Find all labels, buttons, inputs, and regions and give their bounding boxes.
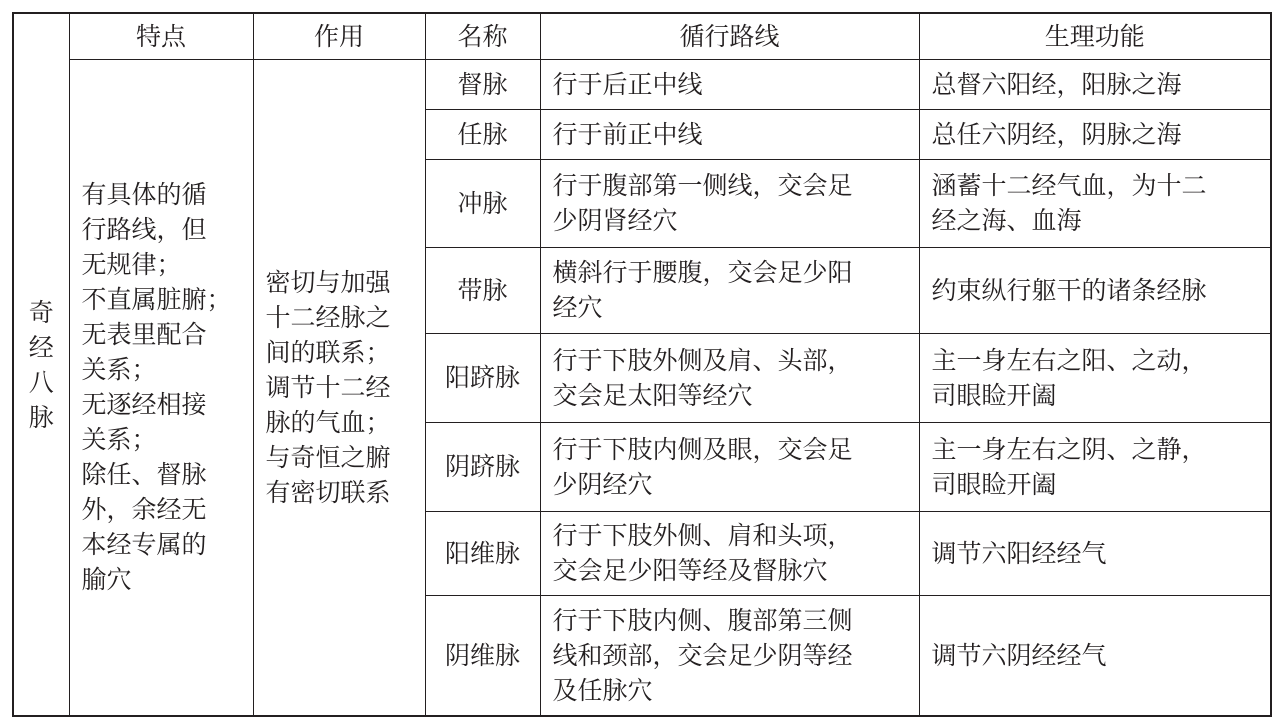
physiology-cell: 涵蓄十二经气血，为十二 经之海、血海 (919, 159, 1271, 247)
function-cell: 密切与加强 十二经脉之 间的联系； 调节十二经 脉的气血； 与奇恒之腑 有密切联系 (253, 59, 425, 716)
physiology-cell: 约束纵行躯干的诸条经脉 (919, 247, 1271, 333)
meridian-name: 带脉 (425, 247, 540, 333)
features-cell: 有具体的循 行路线，但 无规律； 不直属脏腑； 无表里配合 关系； 无逐经相接 关系； 除任、督脉 外，余经无 本经专属的 腧穴 (69, 59, 253, 716)
route-cell: 行于腹部第一侧线，交会足 少阴肾经穴 (540, 159, 919, 247)
physiology-cell: 主一身左右之阳、之动， 司眼睑开阖 (919, 333, 1271, 422)
route-cell: 行于下肢内侧及眼，交会足 少阴经穴 (540, 422, 919, 511)
physiology-cell: 主一身左右之阴、之静， 司眼睑开阖 (919, 422, 1271, 511)
route-cell: 横斜行于腰腹，交会足少阳 经穴 (540, 247, 919, 333)
header-physiology: 生理功能 (919, 13, 1271, 59)
route-cell: 行于下肢外侧及肩、头部， 交会足太阳等经穴 (540, 333, 919, 422)
meridian-name: 任脉 (425, 109, 540, 159)
physiology-cell: 调节六阴经经气 (919, 595, 1271, 716)
table-row (13, 59, 1271, 109)
route-cell: 行于后正中线 (540, 59, 919, 109)
header-name: 名称 (425, 13, 540, 59)
physiology-cell: 调节六阳经经气 (919, 511, 1271, 595)
meridian-name: 阳跻脉 (425, 333, 540, 422)
header-route: 循行路线 (540, 13, 919, 59)
extra-meridians-table (12, 12, 1272, 717)
group-label-char: 经 (28, 332, 54, 362)
group-label-cell (13, 13, 69, 716)
header-function: 作用 (253, 13, 425, 59)
group-label-char: 奇 (28, 297, 54, 327)
route-cell: 行于前正中线 (540, 109, 919, 159)
meridian-name: 阴跻脉 (425, 422, 540, 511)
meridian-name: 阳维脉 (425, 511, 540, 595)
group-label-char: 八 (28, 367, 54, 397)
group-label-char: 脉 (28, 402, 54, 432)
route-cell: 行于下肢外侧、肩和头项， 交会足少阳等经及督脉穴 (540, 511, 919, 595)
meridian-name: 冲脉 (425, 159, 540, 247)
meridian-name: 督脉 (425, 59, 540, 109)
header-row (13, 13, 1271, 59)
header-features: 特点 (69, 13, 253, 59)
physiology-cell: 总任六阴经，阴脉之海 (919, 109, 1271, 159)
route-cell: 行于下肢内侧、腹部第三侧 线和颈部，交会足少阴等经 及任脉穴 (540, 595, 919, 716)
physiology-cell: 总督六阳经，阳脉之海 (919, 59, 1271, 109)
meridian-name: 阴维脉 (425, 595, 540, 716)
